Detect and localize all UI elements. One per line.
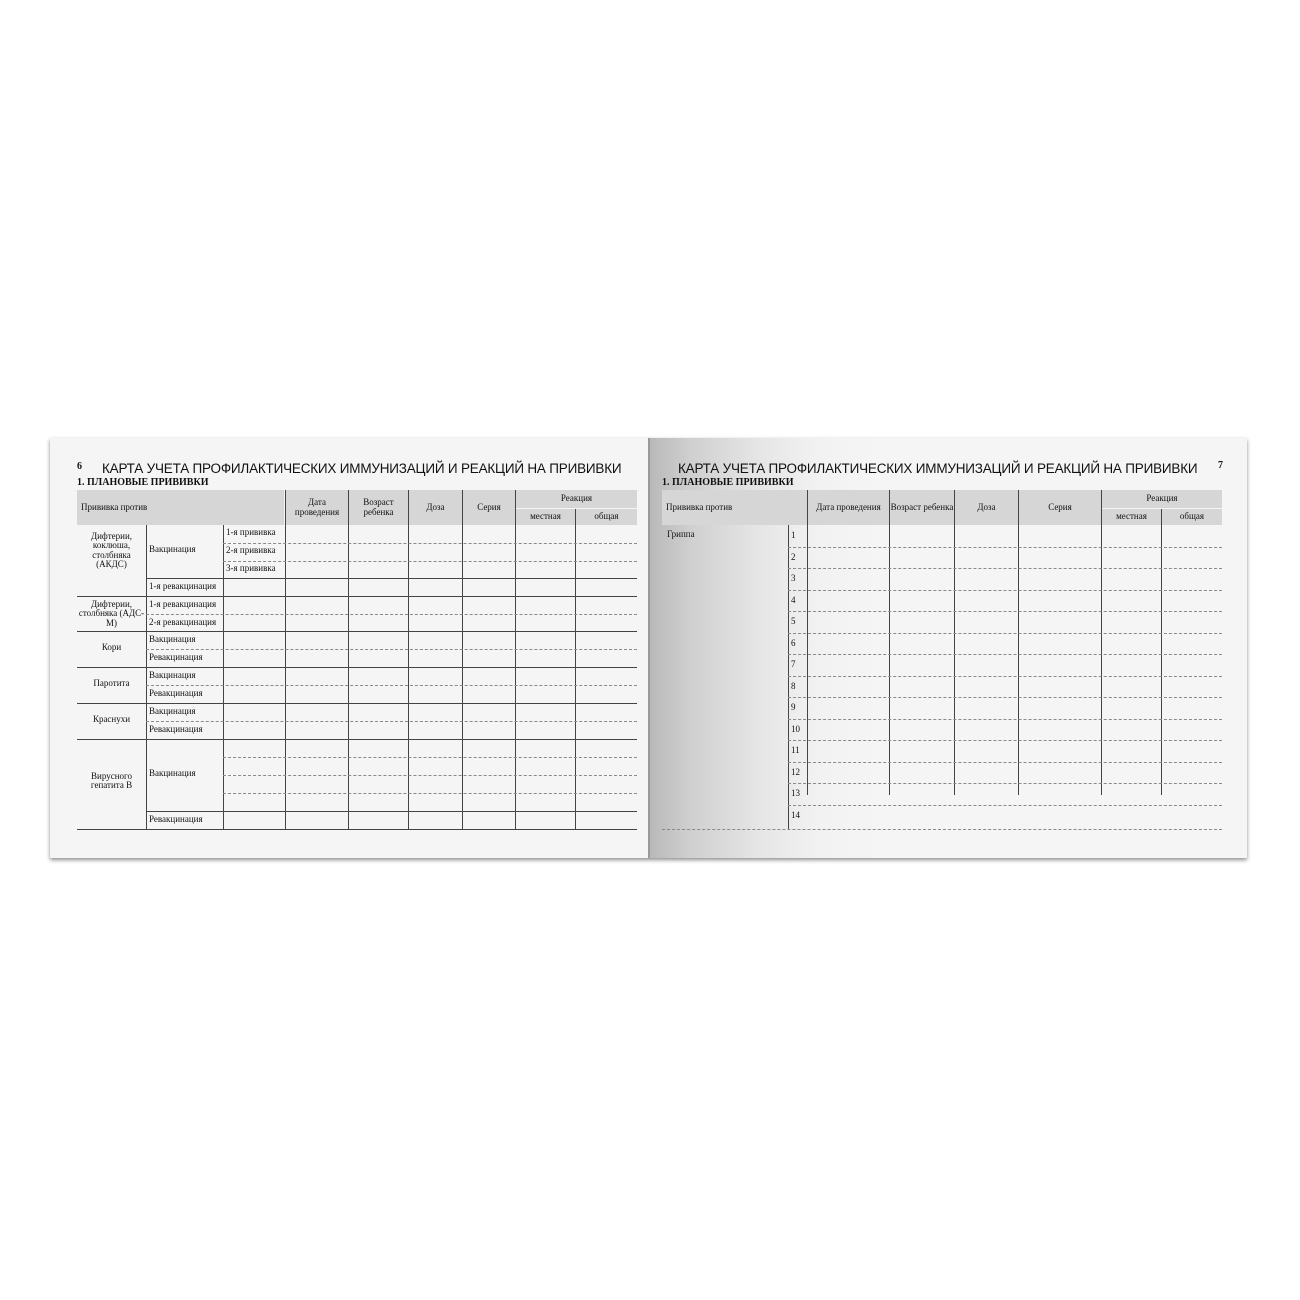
header-reaction: Реакция	[516, 490, 637, 508]
col-divider	[1018, 490, 1019, 795]
row-line	[788, 719, 1222, 720]
row-line	[788, 547, 1222, 548]
type-vaccination: Вакцинация	[149, 670, 196, 680]
row-number: 3	[791, 573, 796, 583]
header-local: местная	[1102, 509, 1161, 525]
row-number: 8	[791, 680, 796, 691]
row-line	[223, 757, 637, 758]
row-line	[788, 568, 1222, 569]
section-title: 1. ПЛАНОВЫЕ ПРИВИВКИ	[662, 477, 794, 488]
disease-ads-m: Дифтерии, столбняка (АДС-М)	[78, 599, 145, 628]
page-number: 6	[77, 461, 82, 472]
type-revaccination: Ревакцинация	[149, 724, 203, 734]
row-number: 10	[791, 723, 800, 734]
type-shot-1: 1-я прививка	[226, 527, 276, 537]
row-line	[788, 783, 1222, 784]
row-number: 9	[791, 702, 796, 712]
header-age: Возраст ребенка	[890, 490, 954, 525]
row-number: 14	[791, 809, 800, 820]
row-line	[788, 805, 1222, 806]
col-divider	[285, 490, 286, 830]
row-line	[788, 676, 1222, 677]
row-line	[788, 740, 1222, 741]
disease-hepatitis-b: Вирусного гепатита В	[90, 771, 133, 791]
col-divider	[1161, 509, 1162, 795]
row-line	[223, 793, 637, 794]
row-line	[788, 697, 1222, 698]
immunization-table	[77, 490, 637, 830]
row-number: 2	[791, 551, 796, 562]
row-separator	[146, 811, 637, 812]
table-bottom	[77, 829, 637, 830]
type-vaccination: Вакцинация	[149, 768, 196, 778]
row-line	[223, 775, 637, 776]
booklet-spread	[50, 438, 1247, 858]
header-date: Дата проведения	[808, 490, 889, 525]
col-divider	[146, 525, 147, 830]
type-revaccination: Ревакцинация	[149, 688, 203, 698]
header-general: общая	[576, 509, 637, 525]
row-line	[788, 611, 1222, 612]
row-line	[788, 654, 1222, 655]
col-divider	[462, 490, 463, 830]
group-separator	[77, 739, 637, 740]
page-title: КАРТА УЧЕТА ПРОФИЛАКТИЧЕСКИХ ИММУНИЗАЦИЙ И РЕАКЦИЙ НА ПРИВИВКИ	[102, 461, 622, 476]
type-vaccination: Вакцинация	[149, 634, 196, 644]
row-number: 1	[791, 530, 796, 540]
type-revac-1: 1-я ревакцинация	[149, 581, 217, 591]
row-number: 13	[791, 788, 800, 798]
row-line	[223, 561, 637, 562]
group-separator	[77, 703, 637, 704]
header-general: общая	[1162, 509, 1222, 525]
type-vaccination: Вакцинация	[149, 706, 196, 716]
header-series: Серия	[1019, 490, 1101, 525]
type-shot-3: 3-я прививка	[226, 563, 276, 573]
row-line	[223, 543, 637, 544]
col-divider	[954, 490, 955, 795]
col-divider	[575, 509, 576, 830]
row-line	[146, 685, 637, 686]
group-separator	[77, 631, 637, 632]
col-divider	[408, 490, 409, 830]
page-title: КАРТА УЧЕТА ПРОФИЛАКТИЧЕСКИХ ИММУНИЗАЦИЙ И РЕАКЦИЙ НА ПРИВИВКИ	[678, 461, 1198, 476]
header-dose: Доза	[955, 490, 1018, 525]
row-number: 7	[791, 659, 796, 669]
col-divider	[807, 490, 808, 795]
row-number: 12	[791, 766, 800, 777]
row-line	[788, 762, 1222, 763]
row-number: 5	[791, 616, 796, 626]
disease-mumps: Паротита	[93, 678, 130, 688]
type-revac-1: 1-я ревакцинация	[149, 599, 217, 609]
row-line	[146, 614, 637, 615]
disease-measles: Кори	[101, 642, 122, 652]
header-age: Возраст ребенка	[349, 490, 408, 525]
group-separator	[77, 667, 637, 668]
type-shot-2: 2-я прививка	[226, 545, 276, 555]
type-revaccination: Ревакцинация	[149, 814, 203, 824]
col-divider	[889, 490, 890, 795]
influenza-table	[662, 490, 1222, 830]
row-line	[788, 590, 1222, 591]
header-series: Серия	[463, 490, 515, 525]
header-against: Прививка против	[77, 490, 284, 525]
col-divider	[788, 525, 789, 830]
col-divider	[515, 490, 516, 830]
left-page	[50, 438, 650, 858]
group-separator	[77, 596, 637, 597]
page-number: 7	[1218, 460, 1223, 471]
row-line	[146, 649, 637, 650]
col-divider	[1101, 490, 1102, 795]
row-number: 11	[791, 745, 800, 755]
disease-influenza: Гриппа	[667, 529, 695, 539]
type-vaccination: Вакцинация	[149, 544, 196, 554]
header-dose: Доза	[409, 490, 462, 525]
type-revac-2: 2-я ревакцинация	[149, 617, 217, 627]
row-separator	[146, 578, 637, 579]
row-line	[788, 633, 1222, 634]
row-number: 6	[791, 637, 796, 648]
disease-rubella: Краснухи	[92, 714, 131, 724]
table-bottom	[662, 829, 1222, 830]
row-number: 4	[791, 594, 796, 605]
disease-akds: Дифтерии, коклюша, столбняка (АКДС)	[90, 531, 133, 570]
right-page	[650, 438, 1247, 858]
header-against: Прививка против	[662, 490, 807, 525]
row-line	[146, 721, 637, 722]
col-divider	[348, 490, 349, 830]
header-date: Дата проведения	[286, 490, 348, 525]
type-revaccination: Ревакцинация	[149, 652, 203, 662]
col-divider	[223, 525, 224, 830]
header-local: местная	[516, 509, 575, 525]
header-reaction: Реакция	[1102, 490, 1222, 508]
section-title: 1. ПЛАНОВЫЕ ПРИВИВКИ	[77, 477, 209, 488]
